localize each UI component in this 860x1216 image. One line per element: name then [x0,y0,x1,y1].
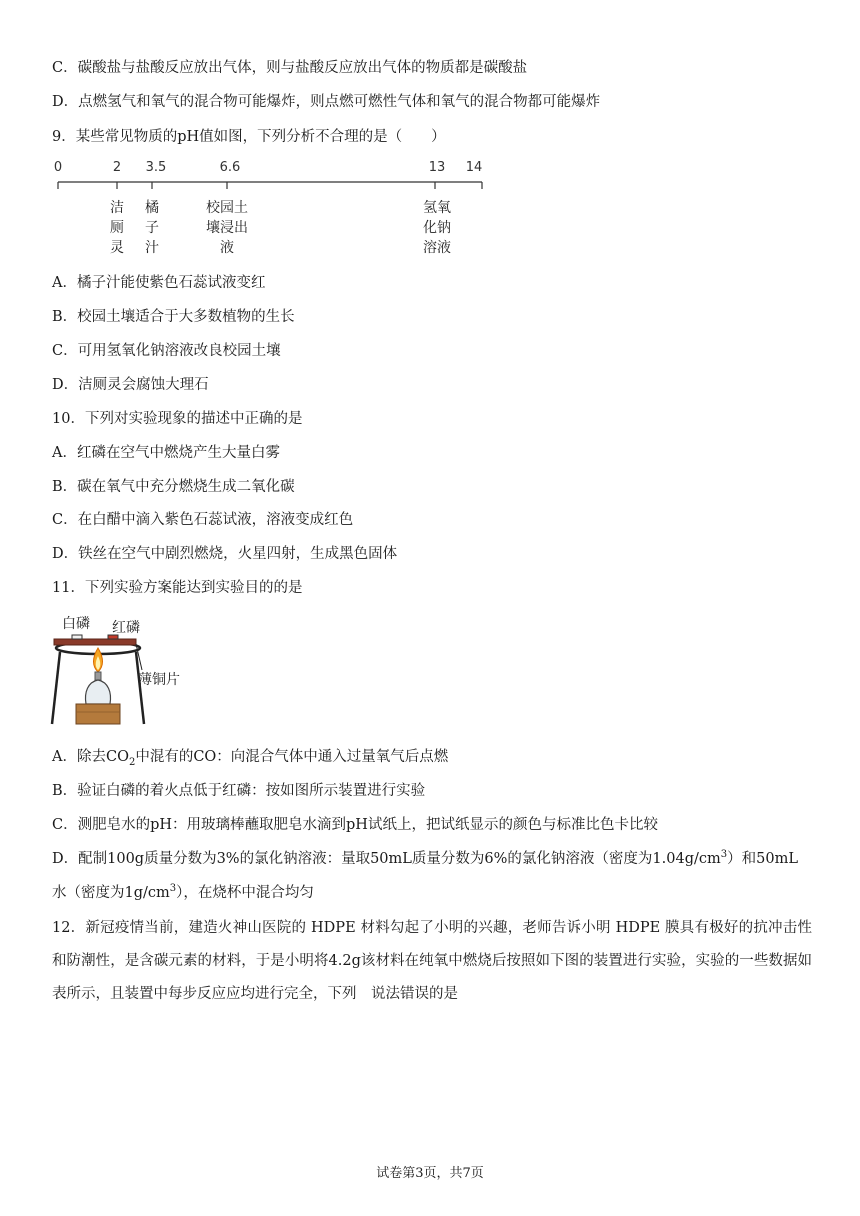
q11-option-d-line2: 水（密度为$1g/cm^3$），在烧杯中混合均匀 [52,883,314,901]
tick-label-13: 13 [428,160,446,175]
q11-option-a: A．除去$CO_2$中混有的CO：向混合气体中通入过量氧气后点燃 [52,749,449,768]
label-red-phosphorus: 红磷 [112,620,140,636]
q11-option-c: C．测肥皂水的pH：用玻璃棒蘸取肥皂水滴到pH试纸上，把试纸显示的颜色与标准比色卡比较 [52,817,658,833]
q9-stem: 9．某些常见物质的pH值如图，下列分析不合理的是（ ） [52,129,446,145]
label-copper-sheet: 薄铜片 [138,672,180,688]
label-soil-extract-3: 液 [220,240,234,256]
label-naoh-1: 氢氧 [423,200,451,216]
q10-stem: 10．下列对实验现象的描述中正确的是 [52,411,303,427]
label-orange-juice-1: 橘 [145,200,159,216]
tick-label-0: 0 [53,160,63,175]
label-soil-extract-1: 校园土 [206,200,248,216]
label-orange-juice-2: 子 [145,220,159,236]
phosphorus-apparatus-figure [50,612,190,730]
option-prev-d: D．点燃氢气和氧气的混合物可能爆炸，则点燃可燃性气体和氧气的混合物都可能爆炸 [52,94,601,110]
label-orange-juice-3: 汁 [145,240,159,256]
page-footer: 试卷第3页，共7页 [376,1166,484,1181]
q9-option-b: B．校园土壤适合于大多数植物的生长 [52,309,295,325]
tick-label-14: 14 [465,160,483,175]
q11-option-b: B．验证白磷的着火点低于红磷：按如图所示装置进行实验 [52,783,426,799]
q10-option-c: C．在白醋中滴入紫色石蕊试液，溶液变成红色 [52,512,354,528]
option-prev-c: C．碳酸盐与盐酸反应放出气体，则与盐酸反应放出气体的物质都是碳酸盐 [52,60,528,76]
label-naoh-3: 溶液 [423,240,451,256]
ph-scale-figure [50,152,490,264]
label-naoh-2: 化钠 [423,220,451,236]
wooden-block [76,704,120,724]
tick-label-3-5: 3.5 [145,160,167,175]
white-phosphorus [72,635,82,639]
q12-stem: 12．新冠疫情当前，建造火神山医院的 HDPE 材料勾起了小明的兴趣，老师告诉小明 HDPE 膜具有极好的抗冲击性和防潮性，是含碳元素的材料，于是小明将4.2g该材料在纯氧中燃烧后按照如下图的装置进行实验，实验的一些数据如表所示，且装置中每步反应应均进行完全，下列 说法错误的是 [52,920,812,1002]
label-toilet-cleaner-2: 厕 [110,220,124,236]
tick-label-6-6: 6.6 [219,160,241,175]
q11-stem: 11．下列实验方案能达到实验目的的是 [52,580,303,596]
label-white-phosphorus: 白磷 [62,616,90,632]
q10-option-a: A．红磷在空气中燃烧产生大量白雾 [52,445,280,461]
q9-option-a: A．橘子汁能使紫色石蕊试液变红 [52,275,266,291]
copper-sheet [54,639,136,645]
q10-option-b: B．碳在氧气中充分燃烧生成二氧化碳 [52,479,295,495]
label-toilet-cleaner-1: 洁 [110,200,124,216]
label-toilet-cleaner-3: 灵 [110,240,124,256]
label-soil-extract-2: 壤浸出 [206,220,248,236]
q9-option-d: D．洁厕灵会腐蚀大理石 [52,377,209,393]
subscript-2: 2 [128,756,136,768]
alcohol-lamp [86,680,111,704]
q11-option-d-line1: D．配制100g质量分数为3%的氯化钠溶液：量取50mL质量分数为6%的氯化钠溶液（密度为$1.04g/cm^3$）和50mL [52,849,798,867]
q10-option-d: D．铁丝在空气中剧烈燃烧，火星四射，生成黑色固体 [52,546,398,562]
tick-label-2: 2 [112,160,122,175]
q9-option-c: C．可用氢氧化钠溶液改良校园土壤 [52,343,281,359]
